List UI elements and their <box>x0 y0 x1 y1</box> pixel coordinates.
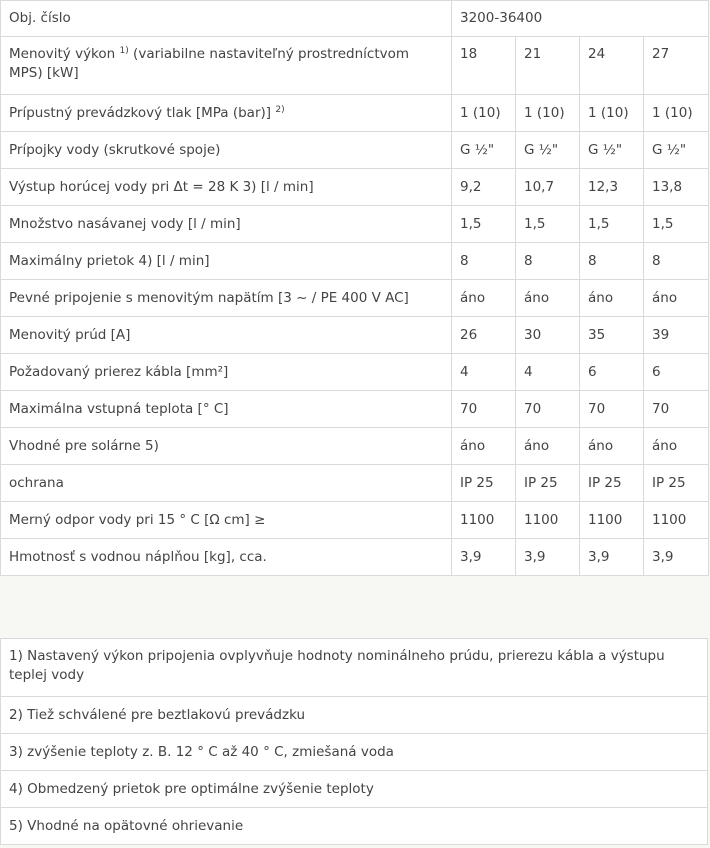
cell-value: áno <box>580 280 644 317</box>
cell-value: IP 25 <box>580 465 644 502</box>
row-label: Pevné pripojenie s menovitým napätím [3 ~ / PE 400 V AC] <box>1 280 452 317</box>
cell-value: G ½" <box>516 132 580 169</box>
row-label: Požadovaný prierez kábla [mm²] <box>1 354 452 391</box>
cell-value: 3,9 <box>644 539 709 576</box>
table-row <box>1 317 709 354</box>
row-label: Množstvo nasávanej vody [l / min] <box>1 206 452 243</box>
table-row <box>1 206 709 243</box>
table-row <box>1 95 709 132</box>
cell-value: 70 <box>580 391 644 428</box>
cell-value: 35 <box>580 317 644 354</box>
cell-value: IP 25 <box>452 465 516 502</box>
table-row <box>1 539 709 576</box>
cell-value: 70 <box>644 391 709 428</box>
cell-value: áno <box>644 428 709 465</box>
table-row <box>1 354 709 391</box>
cell-value: 1100 <box>452 502 516 539</box>
footnote-text: 2) Tiež schválené pre beztlakovú prevádzku <box>1 697 708 734</box>
cell-value: 6 <box>580 354 644 391</box>
cell-value: 1100 <box>516 502 580 539</box>
cell-value: 3,9 <box>516 539 580 576</box>
footnote-row <box>1 697 708 734</box>
cell-value: 8 <box>644 243 709 280</box>
cell-value: 8 <box>452 243 516 280</box>
cell-value: 27 <box>644 37 709 95</box>
cell-value: áno <box>516 428 580 465</box>
table-row <box>1 391 709 428</box>
cell-value: G ½" <box>644 132 709 169</box>
table-row <box>1 502 709 539</box>
cell-value: 1100 <box>580 502 644 539</box>
cell-value: IP 25 <box>516 465 580 502</box>
cell-value: 26 <box>452 317 516 354</box>
footnote-ref: 2) <box>275 104 285 115</box>
cell-value: 13,8 <box>644 169 709 206</box>
row-label: Maximálna vstupná teplota [° C] <box>1 391 452 428</box>
table-row <box>1 465 709 502</box>
cell-value: 1,5 <box>452 206 516 243</box>
footnote-text: 4) Obmedzený prietok pre optimálne zvýšenie teploty <box>1 771 708 808</box>
cell-value: 1 (10) <box>452 95 516 132</box>
table-row <box>1 243 709 280</box>
cell-value: 6 <box>644 354 709 391</box>
row-label: ochrana <box>1 465 452 502</box>
table-row-obj <box>1 1 709 37</box>
cell-value: G ½" <box>580 132 644 169</box>
cell-value: 24 <box>580 37 644 95</box>
row-label: Vhodné pre solárne 5) <box>1 428 452 465</box>
cell-value: 39 <box>644 317 709 354</box>
row-label: Prípojky vody (skrutkové spoje) <box>1 132 452 169</box>
cell-value: 4 <box>516 354 580 391</box>
cell-value: áno <box>644 280 709 317</box>
table-row <box>1 132 709 169</box>
footnote-text: 1) Nastavený výkon pripojenia ovplyvňuje hodnoty nominálneho prúdu, prierezu kábla a výstupu teplej vody <box>1 639 708 697</box>
footnote-row <box>1 771 708 808</box>
cell-value: 9,2 <box>452 169 516 206</box>
row-label: Merný odpor vody pri 15 ° C [Ω cm] ≥ <box>1 502 452 539</box>
cell-value: áno <box>580 428 644 465</box>
cell-value: 1100 <box>644 502 709 539</box>
cell-value: 1 (10) <box>580 95 644 132</box>
cell-value: 8 <box>516 243 580 280</box>
table-row <box>1 280 709 317</box>
cell-value: 4 <box>452 354 516 391</box>
row-value: 3200-36400 <box>452 1 709 37</box>
footnote-row <box>1 808 708 845</box>
footnotes-table <box>0 638 708 845</box>
cell-value: 30 <box>516 317 580 354</box>
footnote-text: 3) zvýšenie teploty z. B. 12 ° C až 40 ° C, zmiešaná voda <box>1 734 708 771</box>
table-row <box>1 37 709 95</box>
cell-value: 1,5 <box>580 206 644 243</box>
cell-value: G ½" <box>452 132 516 169</box>
cell-value: 3,9 <box>580 539 644 576</box>
footnote-ref: 1) <box>119 46 129 56</box>
cell-value: 18 <box>452 37 516 95</box>
cell-value: 1 (10) <box>644 95 709 132</box>
table-row <box>1 169 709 206</box>
footnote-row <box>1 639 708 697</box>
row-label: Menovitý prúd [A] <box>1 317 452 354</box>
row-label: Hmotnosť s vodnou náplňou [kg], cca. <box>1 539 452 576</box>
cell-value: 3,9 <box>452 539 516 576</box>
cell-value: áno <box>452 280 516 317</box>
cell-value: 1,5 <box>516 206 580 243</box>
cell-value: 12,3 <box>580 169 644 206</box>
cell-value: 1 (10) <box>516 95 580 132</box>
cell-value: áno <box>452 428 516 465</box>
row-label: Výstup horúcej vody pri Δt = 28 K 3) [l / min] <box>1 169 452 206</box>
table-row <box>1 428 709 465</box>
cell-value: 10,7 <box>516 169 580 206</box>
footnote-row <box>1 734 708 771</box>
cell-value: 21 <box>516 37 580 95</box>
row-label: Menovitý výkon $^{1)}$ (variabilne nastaviteľný prostredníctvom MPS) [kW] <box>1 37 452 95</box>
cell-value: 70 <box>452 391 516 428</box>
cell-value: 70 <box>516 391 580 428</box>
row-label: Prípustný prevádzkový tlak [MPa (bar)] $^{2)}$ <box>1 95 452 132</box>
footnote-text: 5) Vhodné na opätovné ohrievanie <box>1 808 708 845</box>
cell-value: IP 25 <box>644 465 709 502</box>
cell-value: 8 <box>580 243 644 280</box>
section-spacer <box>0 576 708 638</box>
cell-value: áno <box>516 280 580 317</box>
cell-value: 1,5 <box>644 206 709 243</box>
row-label: Maximálny prietok 4) [l / min] <box>1 243 452 280</box>
row-label: Obj. číslo <box>1 1 452 37</box>
